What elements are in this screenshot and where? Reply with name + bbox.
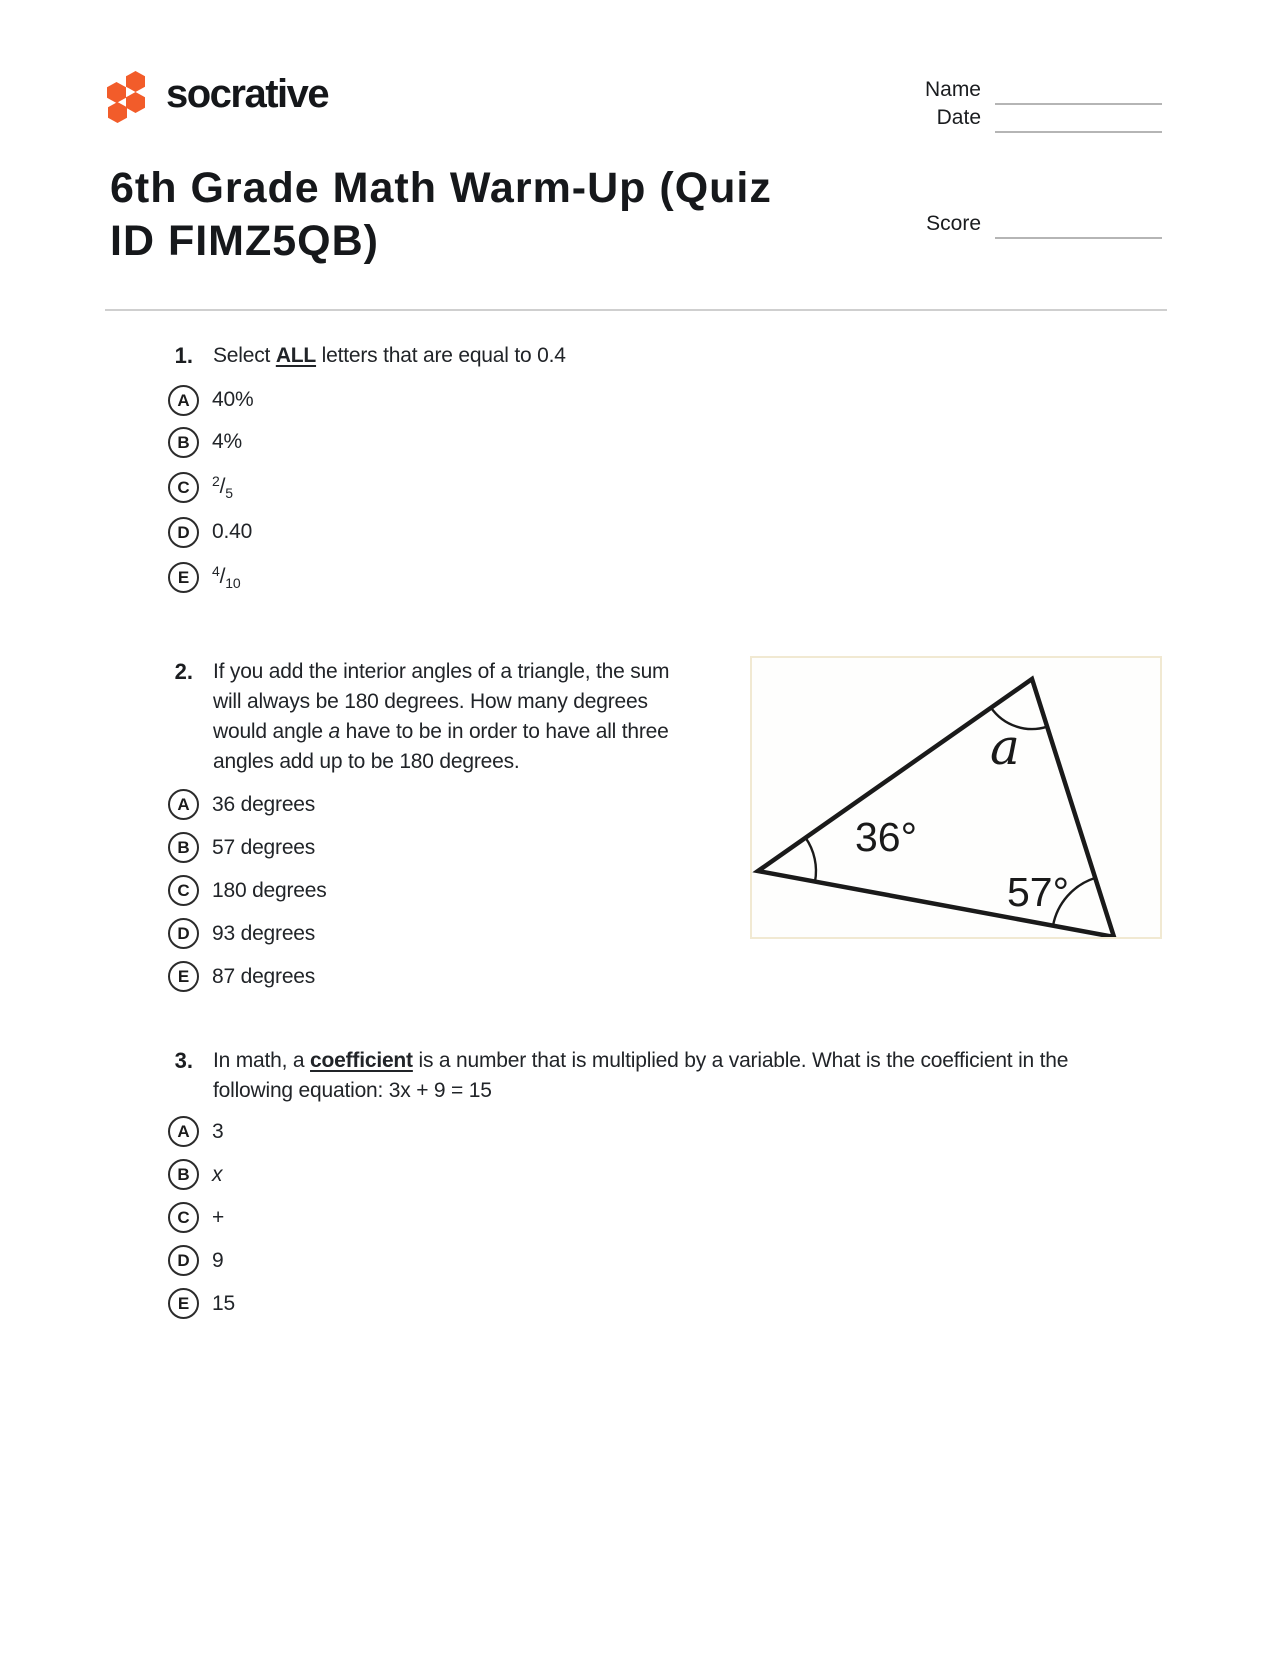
answer-option[interactable]: [168, 1153, 1170, 1196]
option-bubble[interactable]: A: [168, 385, 199, 416]
option-text: 0.40: [212, 520, 253, 543]
option-bubble[interactable]: A: [168, 789, 199, 820]
prompt-line: angles add up to be 180 degrees.: [213, 750, 520, 773]
prompt-line: Select ALL letters that are equal to 0.4: [213, 344, 566, 367]
option-bubble[interactable]: A: [168, 1116, 199, 1147]
quiz-title-line1: 6th Grade Math Warm-Up (Quiz: [110, 164, 772, 212]
question: [105, 657, 1170, 998]
question-number: 1.: [174, 343, 193, 368]
option-text: 36 degrees: [212, 792, 316, 816]
option-bubble[interactable]: D: [168, 918, 199, 949]
score-label: Score: [926, 212, 981, 235]
option-bubble[interactable]: E: [168, 562, 199, 593]
option-text: x: [212, 1162, 223, 1186]
answer-option[interactable]: [168, 1239, 1170, 1282]
option-bubble[interactable]: B: [168, 832, 199, 863]
option-text: 9: [212, 1248, 224, 1272]
prompt-line: will always be 180 degrees. How many degrees: [213, 690, 648, 713]
option-text: 15: [212, 1291, 235, 1315]
option-text: 180 degrees: [212, 878, 327, 902]
answer-option[interactable]: [168, 1282, 1170, 1325]
answer-option[interactable]: [168, 463, 1170, 511]
angle-36-label: 36°: [855, 814, 918, 860]
quiz-title-line2: ID FIMZ5QB): [110, 217, 379, 265]
question-prompt: [213, 1046, 1170, 1106]
option-text: $^2/_5$: [212, 473, 233, 501]
answer-option[interactable]: [168, 1110, 1170, 1153]
option-bubble[interactable]: C: [168, 472, 199, 503]
answer-option[interactable]: [168, 421, 1170, 463]
answer-option[interactable]: [168, 955, 1170, 998]
option-text: 4%: [212, 430, 242, 453]
option-bubble[interactable]: E: [168, 961, 199, 992]
triangle-figure: [750, 656, 1162, 939]
option-bubble[interactable]: B: [168, 1159, 199, 1190]
option-bubble[interactable]: D: [168, 1245, 199, 1276]
options-list: [168, 379, 1170, 601]
option-text: 40%: [212, 388, 254, 411]
option-text: 93 degrees: [212, 921, 316, 945]
option-bubble[interactable]: D: [168, 517, 199, 548]
prompt-line: would angle a have to be in order to have all three: [213, 720, 669, 743]
answer-option[interactable]: [168, 379, 1170, 421]
question: [105, 1046, 1170, 1325]
date-label: Date: [936, 106, 981, 129]
option-text: 57 degrees: [212, 835, 316, 859]
option-bubble[interactable]: C: [168, 1202, 199, 1233]
answer-option[interactable]: [168, 1196, 1170, 1239]
question-prompt: [213, 341, 1170, 371]
option-text: 87 degrees: [212, 964, 316, 988]
question-number: 2.: [174, 659, 193, 684]
prompt-line: following equation: 3x + 9 = 15: [213, 1079, 492, 1102]
prompt-line: In math, a coefficient is a number that is multiplied by a variable. What is the coefficient in the: [213, 1049, 1069, 1072]
option-bubble[interactable]: C: [168, 875, 199, 906]
angle-a-label: a: [990, 718, 1020, 776]
brand-wordmark: socrative: [166, 72, 329, 116]
question-number: 3.: [174, 1048, 193, 1073]
prompt-line: If you add the interior angles of a triangle, the sum: [213, 660, 670, 683]
angle-57-label: 57°: [1007, 869, 1070, 915]
option-text: +: [212, 1205, 225, 1229]
triangle-svg: [752, 658, 1160, 937]
question: [105, 341, 1170, 601]
answer-option[interactable]: [168, 511, 1170, 553]
option-text: $^4/_{10}$: [212, 563, 241, 591]
option-text: 3: [212, 1119, 224, 1143]
answer-option[interactable]: [168, 553, 1170, 601]
options-list: [168, 1110, 1170, 1325]
option-bubble[interactable]: B: [168, 427, 199, 458]
option-bubble[interactable]: E: [168, 1288, 199, 1319]
name-label: Name: [924, 78, 981, 101]
